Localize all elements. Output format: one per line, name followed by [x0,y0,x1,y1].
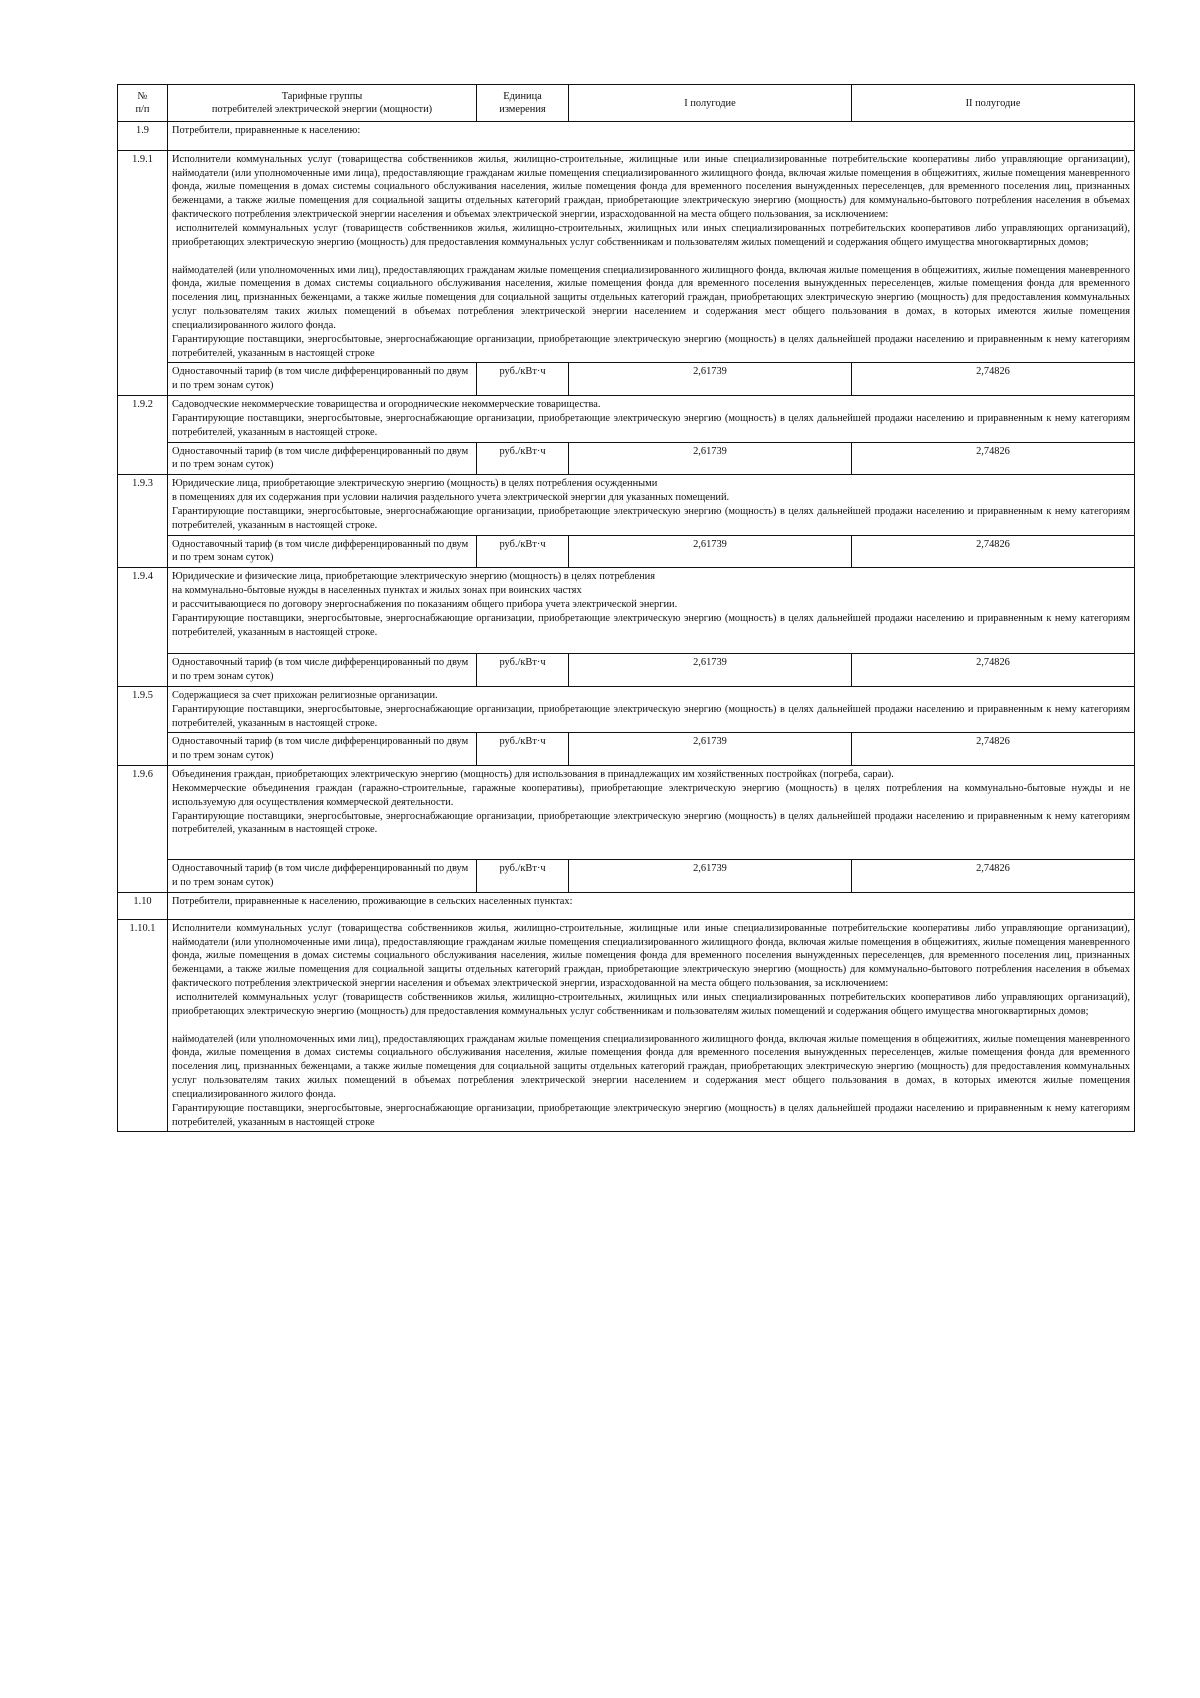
row-number: 1.9.1 [118,150,168,395]
header-num: № п/п [118,85,168,122]
table-row [118,568,1135,654]
tariff-label: Одноставочный тариф (в том числе дифференцированный по двум и по трем зонам суток) [168,860,477,893]
description-paragraph: Юридические и физические лица, приобретающие электрическую энергию (мощность) в целях потребления [172,571,656,583]
row-description [168,150,1135,363]
tariff-label: Одноставочный тариф (в том числе дифференцированный по двум и по трем зонам суток) [168,535,477,568]
tariff-first-half-value: 2,61739 [569,535,852,568]
tariff-unit: руб./кВт·ч [477,442,569,475]
tariff-row [118,860,1135,893]
description-paragraph: Содержащиеся за счет прихожан религиозные организации. [172,689,438,701]
description-paragraph: Гарантирующие поставщики, энергосбытовые, энергоснабжающие организации, приобретающие электрическую энергию (мощность) в целях дальнейшей продажи населению и приравненным к нему категориям потребителей, указанным в настоящей строке. [172,703,1130,729]
tariff-first-half-value: 2,61739 [569,442,852,475]
tariff-second-half-value: 2,74826 [852,363,1135,396]
description-paragraph: Исполнители коммунальных услуг (товарищества собственников жилья, жилищно-строительные, жилищные или иные специализированные потребительские кооперативы либо управляющие организации), наймодатели (или уполномоченные ими лица), предоставляющие гражданам жилые помещения специализированного жилищного фонда, включая жилые помещения в общежитиях, жилые помещения маневренного фонда, жилые помещения в домах системы социального обслуживания населения, жилые помещения фонда для временного поселения вынужденных переселенцев, для временного поселения лиц, признанных беженцами, а также жилые помещения для социальной защиты отдельных категорий граждан, приобретающие электрическую энергию (мощность) для коммунально-бытового потребления населения в объемах фактического потребления электрической энергии населения и объемах электрической энергии, израсходованной на места общего пользования, за исключением: [172,922,1130,990]
tariff-unit: руб./кВт·ч [477,363,569,396]
header-second-half: II полугодие [852,85,1135,122]
tariff-unit: руб./кВт·ч [477,860,569,893]
row-description [168,686,1135,732]
table-row [118,122,1135,151]
tariff-second-half-value: 2,74826 [852,654,1135,687]
description-paragraph: Гарантирующие поставщики, энергосбытовые, энергоснабжающие организации, приобретающие электрическую энергию (мощность) в целях дальнейшей продажи населению и приравненным к нему категориям потребителей, указанным в настоящей строке [172,333,1130,359]
tariff-row [118,442,1135,475]
description-paragraph: наймодателей (или уполномоченных ими лиц), предоставляющих гражданам жилые помещения специализированного жилищного фонда, включая жилые помещения в общежитиях, жилые помещения маневренного фонда, жилые помещения в домах системы социального обслуживания населения, жилые помещения фонда для временного поселения вынужденных переселенцев, жилые помещения фонда для временного поселения лиц, признанных беженцами, а также жилые помещения для социальной защиты отдельных категорий граждан, приобретающих электрическую энергию (мощность) для предоставления коммунальных услуг пользователям таких жилых помещений в объемах потребления электрической энергии населением и содержания мест общего пользования в домах, в которых имеются жилые помещения специализированного жилого фонда. [172,1033,1130,1100]
description-paragraph: наймодателей (или уполномоченных ими лиц), предоставляющих гражданам жилые помещения специализированного жилищного фонда, включая жилые помещения в общежитиях, жилые помещения маневренного фонда, жилые помещения в домах системы социального обслуживания населения, жилые помещения фонда для временного поселения вынужденных переселенцев, жилые помещения фонда для временного поселения лиц, признанных беженцами, а также жилые помещения для социальной защиты отдельных категорий граждан, приобретающих электрическую энергию (мощность) для предоставления коммунальных услуг пользователям таких жилых помещений в объемах потребления электрической энергии населением и содержания мест общего пользования в домах, в которых имеются жилые помещения специализированного жилого фонда. [172,264,1130,331]
table-row [118,396,1135,442]
description-paragraph: Гарантирующие поставщики, энергосбытовые, энергоснабжающие организации, приобретающие электрическую энергию (мощность) в целях дальнейшей продажи населению и приравненным к нему категориям потребителей, указанным в настоящей строке. [172,612,1130,638]
row-number: 1.10 [118,892,168,919]
table-row [118,686,1135,732]
tariff-unit: руб./кВт·ч [477,535,569,568]
table-row [118,475,1135,535]
row-description [168,475,1135,535]
header-group: Тарифные группы потребителей электрической энергии (мощности) [168,85,477,122]
tariff-label: Одноставочный тариф (в том числе дифференцированный по двум и по трем зонам суток) [168,442,477,475]
tariff-second-half-value: 2,74826 [852,442,1135,475]
row-number: 1.9 [118,122,168,151]
table-row [118,919,1135,1132]
row-description [168,919,1135,1132]
tariff-unit: руб./кВт·ч [477,733,569,766]
tariff-row [118,363,1135,396]
description-paragraph: на коммунально-бытовые нужды в населенных пунктах и жилых зонах при воинских частях [172,585,582,597]
tariff-label: Одноставочный тариф (в том числе дифференцированный по двум и по трем зонам суток) [168,733,477,766]
tariff-unit: руб./кВт·ч [477,654,569,687]
row-number: 1.9.6 [118,766,168,893]
description-paragraph: Некоммерческие объединения граждан (гаражно-строительные, гаражные кооперативы), приобретающие электрическую энергию (мощность) в целях потребления на коммунально-бытовые нужды и не используемую для осуществления коммерческой деятельности. [172,782,1130,808]
row-number: 1.9.2 [118,396,168,475]
description-paragraph: Гарантирующие поставщики, энергосбытовые, энергоснабжающие организации, приобретающие электрическую энергию (мощность) в целях дальнейшей продажи населению и приравненным к нему категориям потребителей, указанным в настоящей строке [172,1102,1130,1128]
description-paragraph: исполнителей коммунальных услуг (товариществ собственников жилья, жилищно-строительных, жилищных или иных специализированных потребительских кооперативов либо управляющих организаций), приобретающих электрическую энергию (мощность) для предоставления коммунальных услуг собственникам и пользователям жилых помещений и содержания общего имущества многоквартирных домов; [172,991,1130,1017]
description-paragraph: исполнителей коммунальных услуг (товариществ собственников жилья, жилищно-строительных, жилищных или иных специализированных потребительских кооперативов либо управляющих организаций), приобретающих электрическую энергию (мощность) для предоставления коммунальных услуг собственникам и пользователям жилых помещений и содержания общего имущества многоквартирных домов; [172,222,1130,248]
tariff-row [118,535,1135,568]
row-description [168,568,1135,654]
header-unit: Единица измерения [477,85,569,122]
row-number: 1.9.3 [118,475,168,568]
description-paragraph: Юридические лица, приобретающие электрическую энергию (мощность) в целях потребления осужденными [172,478,658,490]
group-title: Потребители, приравненные к населению, проживающие в сельских населенных пунктах: [168,892,1135,919]
tariff-second-half-value: 2,74826 [852,733,1135,766]
description-paragraph: в помещениях для их содержания при условии наличия раздельного учета электрической энергии для указанных помещений. [172,492,730,504]
table-header-row [118,85,1135,122]
tariff-second-half-value: 2,74826 [852,535,1135,568]
tariff-row [118,654,1135,687]
tariff-first-half-value: 2,61739 [569,654,852,687]
tariff-row [118,733,1135,766]
description-paragraph: Исполнители коммунальных услуг (товарищества собственников жилья, жилищно-строительные, жилищные или иные специализированные потребительские кооперативы либо управляющие организации), наймодатели (или уполномоченные ими лица), предоставляющие гражданам жилые помещения специализированного жилищного фонда, включая жилые помещения в общежитиях, жилые помещения маневренного фонда, жилые помещения в домах системы социального обслуживания населения, жилые помещения фонда для временного поселения вынужденных переселенцев, для временного поселения лиц, признанных беженцами, а также жилые помещения для социальной защиты отдельных категорий граждан, приобретающие электрическую энергию (мощность) для коммунально-бытового потребления населения в объемах фактического потребления электрической энергии населения и объемах электрической энергии, израсходованной на места общего пользования, за исключением: [172,153,1130,221]
tariff-first-half-value: 2,61739 [569,860,852,893]
row-number: 1.9.4 [118,568,168,687]
description-paragraph: и рассчитывающиеся по договору энергоснабжения по показаниям общего прибора учета электрической энергии. [172,598,678,610]
row-number: 1.10.1 [118,919,168,1132]
tariff-label: Одноставочный тариф (в том числе дифференцированный по двум и по трем зонам суток) [168,654,477,687]
tariff-second-half-value: 2,74826 [852,860,1135,893]
tariff-label: Одноставочный тариф (в том числе дифференцированный по двум и по трем зонам суток) [168,363,477,396]
table-row [118,766,1135,860]
row-number: 1.9.5 [118,686,168,765]
row-description [168,396,1135,442]
description-paragraph: Объединения граждан, приобретающих электрическую энергию (мощность) для использования в принадлежащих им хозяйственных постройках (погреба, сараи). [172,769,894,781]
description-paragraph: Гарантирующие поставщики, энергосбытовые, энергоснабжающие организации, приобретающие электрическую энергию (мощность) в целях дальнейшей продажи населению и приравненным к нему категориям потребителей, указанным в настоящей строке. [172,810,1130,836]
table-row [118,892,1135,919]
row-description [168,766,1135,860]
tariff-table [117,84,1135,1132]
group-title: Потребители, приравненные к населению: [168,122,1135,151]
table-row [118,150,1135,363]
header-first-half: I полугодие [569,85,852,122]
tariff-first-half-value: 2,61739 [569,363,852,396]
description-paragraph: Гарантирующие поставщики, энергосбытовые, энергоснабжающие организации, приобретающие электрическую энергию (мощность) в целях дальнейшей продажи населению и приравненным к нему категориям потребителей, указанным в настоящей строке. [172,412,1130,438]
description-paragraph: Гарантирующие поставщики, энергосбытовые, энергоснабжающие организации, приобретающие электрическую энергию (мощность) в целях дальнейшей продажи населению и приравненным к нему категориям потребителей, указанным в настоящей строке. [172,505,1130,531]
tariff-first-half-value: 2,61739 [569,733,852,766]
description-paragraph: Садоводческие некоммерческие товарищества и огороднические некоммерческие товарищества. [172,399,601,411]
